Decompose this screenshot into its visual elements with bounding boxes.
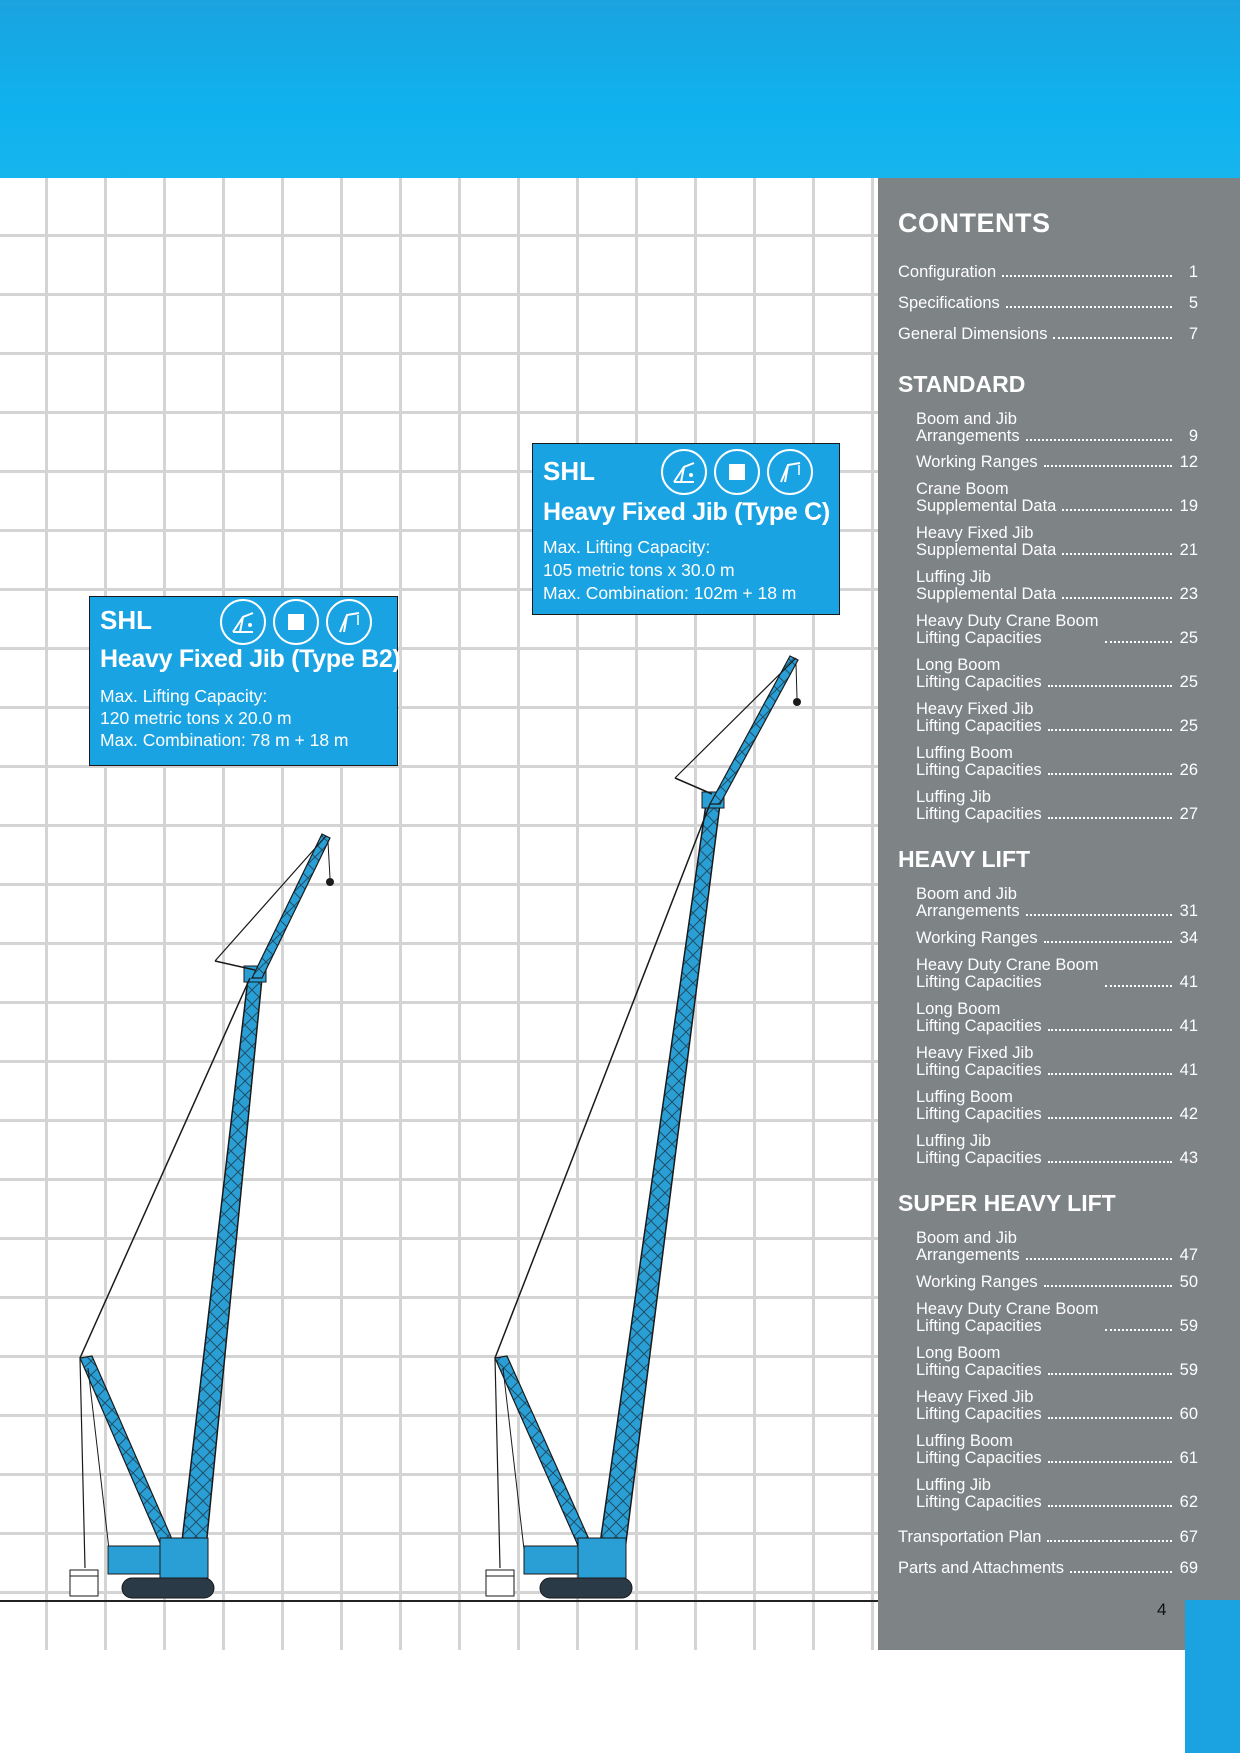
toc-leader	[1048, 773, 1172, 775]
toc-item[interactable]	[916, 613, 1198, 647]
toc-item[interactable]	[916, 525, 1198, 559]
section-heading-super-heavy-lift: SUPER HEAVY LIFT	[898, 1190, 1116, 1216]
toc-label: Luffing Boom Lifting Capacities	[916, 744, 1042, 779]
toc-item[interactable]	[916, 745, 1198, 779]
toc-item[interactable]	[916, 789, 1198, 823]
toc-leader	[1048, 1373, 1172, 1375]
toc-page: 25	[1179, 629, 1198, 647]
toc-page: 41	[1179, 1017, 1198, 1035]
box-capacity-value: 105 metric tons x 30.0 m	[543, 560, 735, 580]
toc-leader	[1062, 553, 1172, 555]
toc-page: 23	[1179, 585, 1198, 603]
toc-page: 26	[1179, 761, 1198, 779]
contents-heading: CONTENTS	[898, 208, 1051, 238]
toc-leader	[1105, 985, 1173, 987]
toc-item[interactable]	[916, 657, 1198, 691]
toc-page: 59	[1179, 1361, 1198, 1379]
toc-leader	[1026, 914, 1172, 916]
toc-leader	[1053, 337, 1172, 339]
top-header-band	[0, 0, 1240, 178]
ground-line	[0, 1600, 878, 1602]
toc-page: 41	[1179, 973, 1198, 991]
toc-label: Working Ranges	[916, 453, 1038, 471]
toc-item[interactable]	[916, 1345, 1198, 1379]
toc-leader	[1044, 1285, 1172, 1287]
toc-leader	[1048, 1161, 1172, 1163]
toc-label: Heavy Duty Crane Boom Lifting Capacities	[916, 956, 1099, 991]
toc-item[interactable]	[916, 454, 1198, 471]
crane-with-jib-icon	[220, 599, 266, 645]
toc-page: 9	[1188, 427, 1198, 445]
toc-leader	[1105, 641, 1173, 643]
toc-label: Heavy Duty Crane Boom Lifting Capacities	[916, 612, 1099, 647]
toc-leader	[1048, 817, 1172, 819]
toc-label: Specifications	[898, 294, 1000, 312]
box-tag: SHL	[100, 605, 152, 635]
luffing-crane-icon	[326, 599, 372, 645]
toc-label: Heavy Duty Crane Boom Lifting Capacities	[916, 1300, 1099, 1335]
box-capacity-label: Max. Lifting Capacity:	[543, 537, 711, 557]
toc-page: 25	[1179, 717, 1198, 735]
toc-label: Long Boom Lifting Capacities	[916, 1344, 1042, 1379]
toc-leader	[1048, 1417, 1172, 1419]
toc-leader	[1002, 275, 1172, 277]
box-combination: Max. Combination: 102m + 18 m	[543, 583, 797, 603]
info-box-type-c	[532, 443, 840, 615]
toc-label: Long Boom Lifting Capacities	[916, 1000, 1042, 1035]
toc-leader	[1105, 1329, 1173, 1331]
crane-type-b2	[70, 834, 334, 1598]
toc-page: 61	[1179, 1449, 1198, 1467]
toc-leader	[1006, 306, 1172, 308]
toc-item[interactable]	[916, 930, 1198, 947]
toc-leader	[1048, 1029, 1172, 1031]
crane-illustration	[0, 178, 878, 1608]
toc-leader	[1044, 465, 1172, 467]
toc-page: 25	[1179, 673, 1198, 691]
toc-leader	[1048, 1117, 1172, 1119]
toc-leader	[1026, 1258, 1172, 1260]
counterweight-icon	[714, 449, 760, 495]
box-tag: SHL	[543, 456, 595, 486]
toc-page: 12	[1179, 453, 1198, 471]
toc-page: 34	[1179, 929, 1198, 947]
info-box-type-b2	[89, 596, 401, 766]
corner-tab	[1185, 1600, 1240, 1753]
toc-page: 62	[1179, 1493, 1198, 1511]
toc-label: Luffing Boom Lifting Capacities	[916, 1088, 1042, 1123]
counterweight-icon	[273, 599, 319, 645]
attachment-icons	[661, 449, 813, 495]
toc-leader	[1048, 685, 1172, 687]
toc-page: 27	[1179, 805, 1198, 823]
toc-page: 21	[1179, 541, 1198, 559]
toc-leader	[1044, 941, 1172, 943]
toc-label: Luffing Jib Supplemental Data	[916, 568, 1057, 603]
toc-page: 50	[1179, 1273, 1198, 1291]
toc-page: 60	[1179, 1405, 1198, 1423]
toc-item[interactable]	[916, 886, 1198, 920]
toc-label: General Dimensions	[898, 325, 1048, 343]
toc-label: Heavy Fixed Jib Lifting Capacities	[916, 1044, 1042, 1079]
toc-label: Configuration	[898, 263, 997, 281]
toc-item[interactable]	[916, 701, 1198, 735]
toc-label: Long Boom Lifting Capacities	[916, 656, 1042, 691]
toc-page: 67	[1179, 1528, 1198, 1546]
toc-page: 47	[1179, 1246, 1198, 1264]
toc-item[interactable]	[898, 264, 1198, 281]
toc-item[interactable]	[916, 1477, 1198, 1511]
toc-leader	[1048, 1073, 1172, 1075]
section-heading-heavy-lift: HEAVY LIFT	[898, 846, 1031, 872]
toc-page: 42	[1179, 1105, 1198, 1123]
toc-page: 31	[1179, 902, 1198, 920]
toc-item[interactable]	[898, 326, 1198, 343]
toc-label: Working Ranges	[916, 1273, 1038, 1291]
toc-item[interactable]	[916, 1230, 1198, 1264]
contents-sidebar	[878, 178, 1240, 1650]
toc-label: Luffing Jib Lifting Capacities	[916, 1132, 1042, 1167]
attachment-icons	[220, 599, 372, 645]
box-title: Heavy Fixed Jib (Type C)	[543, 498, 830, 526]
toc-page: 7	[1188, 325, 1198, 343]
toc-label: Crane Boom Supplemental Data	[916, 480, 1057, 515]
toc-item[interactable]	[916, 481, 1198, 515]
toc-leader	[1047, 1540, 1172, 1542]
toc-item[interactable]	[916, 1274, 1198, 1291]
box-capacity-label: Max. Lifting Capacity:	[100, 686, 268, 706]
toc-leader	[1048, 1505, 1172, 1507]
crane-with-jib-icon	[661, 449, 707, 495]
toc-item[interactable]	[916, 1089, 1198, 1123]
toc-label: Heavy Fixed Jib Supplemental Data	[916, 524, 1057, 559]
toc-label: Luffing Jib Lifting Capacities	[916, 1476, 1042, 1511]
toc-label: Luffing Jib Lifting Capacities	[916, 788, 1042, 823]
toc-item[interactable]	[916, 411, 1198, 445]
toc-label: Boom and Jib Arrangements	[916, 410, 1020, 445]
toc-leader	[1026, 439, 1172, 441]
toc-item[interactable]	[916, 569, 1198, 603]
toc-page: 1	[1188, 263, 1198, 281]
toc-page: 43	[1179, 1149, 1198, 1167]
toc-label: Transportation Plan	[898, 1528, 1042, 1546]
toc-item[interactable]	[916, 1389, 1198, 1423]
toc-item[interactable]	[898, 295, 1198, 312]
toc-item[interactable]	[916, 1133, 1198, 1167]
toc-item[interactable]	[898, 1560, 1198, 1577]
crane-type-c	[486, 656, 801, 1598]
box-title: Heavy Fixed Jib (Type B2)	[100, 645, 401, 673]
box-capacity-value: 120 metric tons x 20.0 m	[100, 708, 292, 728]
toc-label: Working Ranges	[916, 929, 1038, 947]
toc-label: Luffing Boom Lifting Capacities	[916, 1432, 1042, 1467]
toc-item[interactable]	[916, 1045, 1198, 1079]
toc-label: Parts and Attachments	[898, 1559, 1065, 1577]
toc-leader	[1062, 509, 1172, 511]
toc-leader	[1048, 1461, 1172, 1463]
toc-label: Heavy Fixed Jib Lifting Capacities	[916, 1388, 1042, 1423]
toc-item[interactable]	[916, 1001, 1198, 1035]
toc-page: 69	[1179, 1559, 1198, 1577]
toc-label: Boom and Jib Arrangements	[916, 1229, 1020, 1264]
toc-item[interactable]	[916, 957, 1198, 991]
toc-page: 59	[1179, 1317, 1198, 1335]
toc-label: Heavy Fixed Jib Lifting Capacities	[916, 700, 1042, 735]
page-number: 4	[1157, 1600, 1167, 1619]
luffing-crane-icon	[767, 449, 813, 495]
toc-item[interactable]	[916, 1301, 1198, 1335]
toc-leader	[1048, 729, 1172, 731]
toc-item[interactable]	[898, 1529, 1198, 1546]
toc-leader	[1062, 597, 1172, 599]
toc-page: 19	[1179, 497, 1198, 515]
toc-item[interactable]	[916, 1433, 1198, 1467]
toc-page: 41	[1179, 1061, 1198, 1079]
box-combination: Max. Combination: 78 m + 18 m	[100, 730, 349, 750]
section-heading-standard: STANDARD	[898, 371, 1026, 397]
toc-leader	[1070, 1571, 1172, 1573]
toc-page: 5	[1188, 294, 1198, 312]
toc-label: Boom and Jib Arrangements	[916, 885, 1020, 920]
